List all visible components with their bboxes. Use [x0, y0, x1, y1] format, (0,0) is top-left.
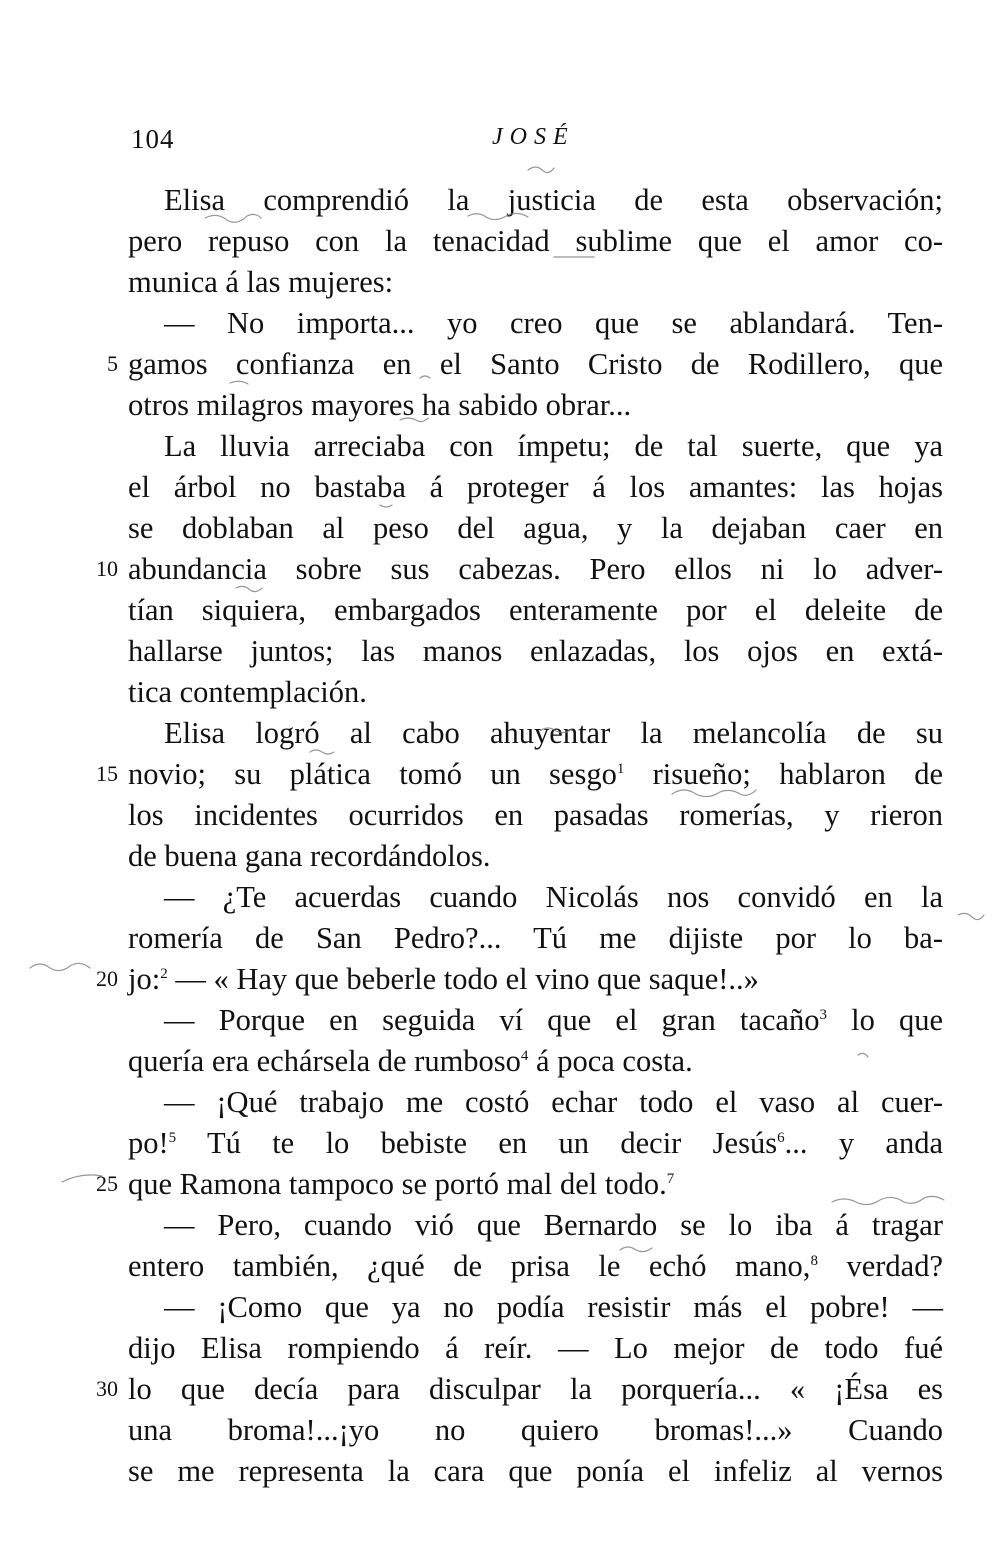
text-line: entero también, ¿qué de prisa le echó mano,$^8$ verdad? — [128, 1249, 943, 1283]
line-number: 25 — [96, 1171, 118, 1196]
footnote-marker: 2 — [160, 965, 168, 982]
text-line: — Porque en seguida ví que el gran tacaño$^3$ lo que — [164, 1003, 943, 1037]
footnote-marker: 6 — [777, 1129, 785, 1146]
text-line: otros milagros mayores ha sabido obrar... — [128, 388, 632, 422]
text-line: se doblaban al peso del agua, y la dejaban caer en — [128, 511, 943, 545]
text-line: dijo Elisa rompiendo á reír. — Lo mejor de todo fué — [128, 1331, 943, 1365]
text-line: munica á las mujeres: — [128, 265, 394, 299]
text-line: una broma!...¡yo no quiero bromas!...» Cuando — [128, 1413, 943, 1447]
text-line: novio; su plática tomó un sesgo$^1$ risueño; hablaron de — [128, 757, 943, 791]
text-line: jo:$^2$ — « Hay que beberle todo el vino que saque!..» — [128, 962, 759, 996]
line-number: 15 — [96, 761, 118, 786]
text-line: Elisa logró al cabo ahuyentar la melancolía de su — [164, 716, 943, 750]
text-line: tían siquiera, embargados enteramente por el deleite de — [128, 593, 943, 627]
footnote-marker: 5 — [168, 1129, 177, 1146]
text-line: Elisa comprendió la justicia de esta observación; — [164, 183, 943, 217]
text-line: tica contemplación. — [128, 675, 367, 709]
line-number: 20 — [96, 966, 118, 991]
text-line: que Ramona tampoco se portó mal del todo.$^7$ — [128, 1167, 675, 1201]
page-number: 104 — [131, 124, 175, 154]
text-line: — ¡Como que ya no podía resistir más el pobre! — — [164, 1290, 943, 1324]
text-line: — ¡Qué trabajo me costó echar todo el vaso al cuer- — [164, 1085, 943, 1119]
text-line: — No importa... yo creo que se ablandará. Ten- — [164, 306, 943, 340]
text-line: abundancia sobre sus cabezas. Pero ellos ni lo adver- — [128, 552, 943, 586]
text-line: — ¿Te acuerdas cuando Nicolás nos convidó en la — [164, 880, 943, 914]
footnote-marker: 3 — [819, 1006, 827, 1023]
text-line: los incidentes ocurridos en pasadas romerías, y rieron — [128, 798, 943, 832]
line-number: 5 — [107, 351, 118, 376]
footnote-marker: 8 — [810, 1252, 818, 1269]
text-line: se me representa la cara que ponía el infeliz al vernos — [128, 1454, 943, 1488]
line-number: 30 — [96, 1376, 118, 1401]
text-line: de buena gana recordándolos. — [128, 839, 491, 873]
text-line: quería era echársela de rumboso$^4$ á poca costa. — [128, 1044, 693, 1078]
text-line: — Pero, cuando vió que Bernardo se lo iba á tragar — [164, 1208, 943, 1242]
text-line: lo que decía para disculpar la porquería... « ¡Ésa es — [128, 1372, 943, 1406]
text-line: romería de San Pedro?... Tú me dijiste por lo ba- — [128, 921, 943, 955]
text-line: el árbol no bastaba á proteger á los amantes: las hojas — [128, 470, 943, 504]
line-number: 10 — [96, 556, 118, 581]
text-line: hallarse juntos; las manos enlazadas, los ojos en extá- — [128, 634, 943, 668]
text-line: pero repuso con la tenacidad sublime que el amor co- — [128, 224, 943, 258]
running-title: JOSÉ — [492, 124, 575, 150]
footnote-marker: 4 — [520, 1047, 529, 1064]
footnote-marker: 1 — [616, 760, 625, 777]
footnote-marker: 7 — [666, 1170, 675, 1187]
text-line: La lluvia arreciaba con ímpetu; de tal suerte, que ya — [164, 429, 943, 463]
text-line: po!$^5$ Tú te lo bebiste en un decir Jesús$^6$... y anda — [128, 1126, 943, 1160]
text-line: gamos confianza en el Santo Cristo de Rodillero, que — [128, 347, 943, 381]
